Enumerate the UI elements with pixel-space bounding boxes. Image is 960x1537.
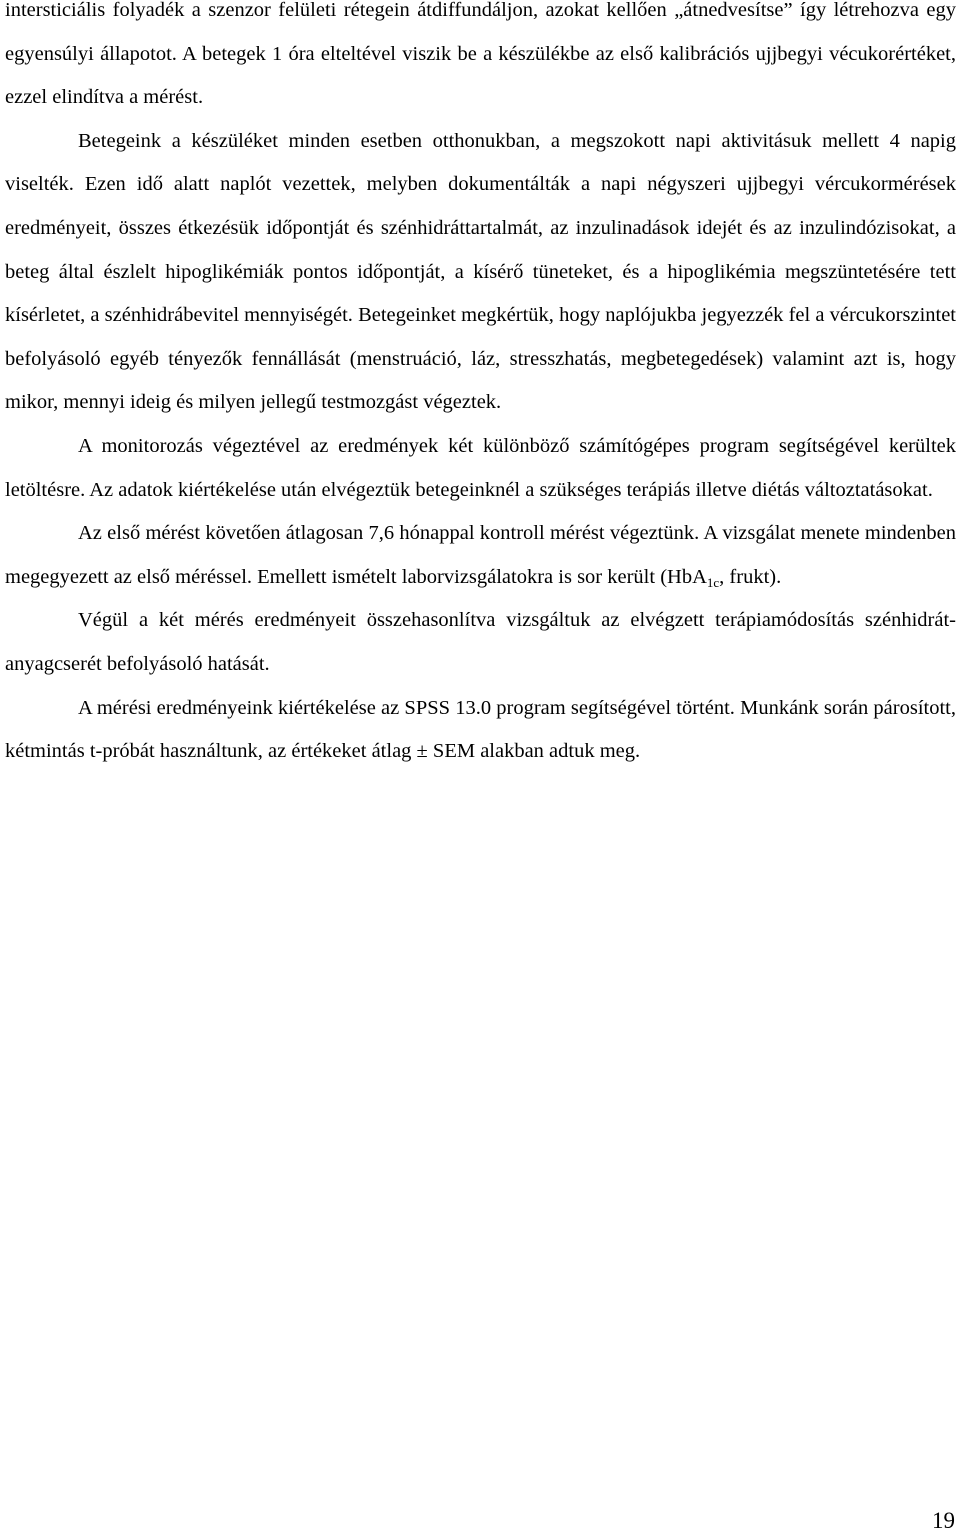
paragraph-diary-method: Betegeink a készüléket minden esetben otthonukban, a megszokott napi aktivitásuk mellett 4 napig viselték. Ezen idő alatt naplót vezettek, melyben dokumentálták a napi négyszeri ujjbegyi vércukormérések eredményeit, összes étkezésük időpontját és szénhidráttartalmát, az inzulinadások idejét és az inzulindózisokat, a beteg által észlelt hipoglikémiák pontos időpontját, a kísérő tüneteket, és a hipoglikémia megszüntetésére tett kísérletet, a szénhidrábevitel mennyiségét. Betegeinket megkértük, hogy naplójukba jegyezzék fel a vércukorszintet befolyásoló egyéb tényezők fennállását (menstruáció, láz, stresszhatás, megbetegedések) valamint azt is, hogy mikor, mennyi ideig és milyen jellegű testmozgást végeztek. [5, 129, 956, 414]
page-number: 19 [932, 1508, 955, 1533]
paragraph-statistics: A mérési eredményeink kiértékelése az SPSS 13.0 program segítségével történt. Munkánk során párosított, kétmintás t-próbát használtunk, az értékeket átlag ± SEM alakban adtuk meg. [5, 696, 956, 763]
control-measurement-text-end: , frukt). [719, 565, 782, 588]
paragraph-comparison: Végül a két mérés eredményeit összehasonlítva vizsgáltuk az elvégzett terápiamódosítás szénhidrát-anyagcserét befolyásoló hatását. [5, 609, 956, 675]
paragraph-continuation: intersticiális folyadék a szenzor felületi rétegein átdiffundáljon, azokat kellően „átnedvesítse” így létrehozva egy egyensúlyi állapotot. A betegek 1 óra elteltével viszik be a készülékbe az első kalibrációs ujjbegyi vécukorértéket, ezzel elindítva a mérést. [5, 0, 956, 109]
document-page [5, 0, 956, 774]
control-measurement-text: Az első mérést követően átlagosan 7,6 hónappal kontroll mérést végeztünk. A vizsgálat menete mindenben megegyezett az első méréssel. Emellett ismételt laborvizsgálatokra is sor került (HbA [5, 522, 956, 588]
paragraph-data-download: A monitorozás végeztével az eredmények két különböző számítógépes program segítségével kerültek letöltésre. Az adatok kiértékelése után elvégeztük betegeinknél a szükséges terápiás illetve diétás változtatásokat. [5, 434, 956, 501]
paragraph-control-measurement [5, 512, 956, 599]
hba1c-subscript: 1c [706, 574, 720, 590]
